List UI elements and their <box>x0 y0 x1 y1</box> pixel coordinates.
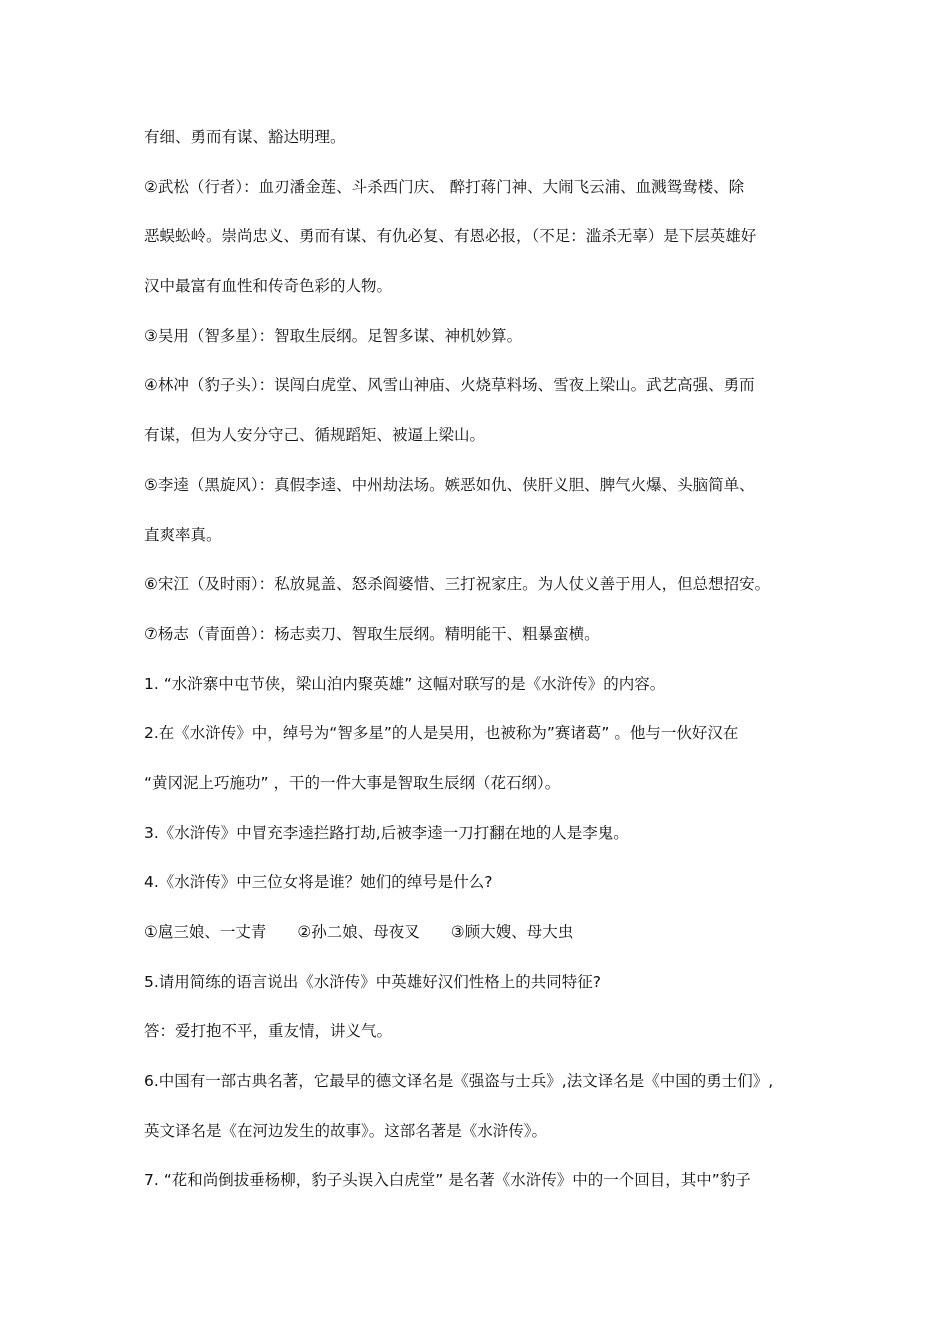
text-line: ④林冲（豹子头）：误闯白虎堂、风雪山神庙、火烧草料场、雪夜上梁山。武艺高强、勇而 <box>144 376 755 395</box>
text-line: 6.中国有一部古典名著，它最早的德文译名是《强盗与士兵》,法文译名是《中国的勇士们》, <box>144 1072 774 1091</box>
text-line: ①扈三娘、一丈青 ②孙二娘、母夜叉 ③顾大嫂、母大虫 <box>144 923 574 941</box>
text-line: 答：爱打抱不平，重友情，讲义气。 <box>144 1022 393 1041</box>
text-line: ⑥宋江（及时雨）：私放晁盖、怒杀阎婆惜、三打祝家庄。为人仗义善于用人，但总想招安。 <box>144 575 771 594</box>
text-line: 有细、勇而有谋、豁达明理。 <box>144 128 346 146</box>
text-line: 恶蜈蚣岭。崇尚忠义、勇而有谋、有仇必复、有恩必报，（不足：滥杀无辜）是下层英雄好 <box>144 227 757 246</box>
text-line: 1. “水浒寨中屯节侠，梁山泊内聚英雄” 这幅对联写的是《水浒传》的内容。 <box>144 674 666 693</box>
text-line: 有谋，但为人安分守己、循规蹈矩、被逼上梁山。 <box>144 426 486 445</box>
text-line: 汉中最富有血性和传奇色彩的人物。 <box>144 277 393 296</box>
text-line: ⑤李逵（黑旋风）：真假李逵、中州劫法场。嫉恶如仇、侠肝义胆、脾气火爆、头脑简单、 <box>144 475 755 494</box>
text-line: ②武松（行者）：血刃潘金莲、斗杀西门庆、 醉打蒋门神、大闹飞云浦、血溅鸳鸯楼、除 <box>144 177 745 196</box>
text-line: 3.《水浒传》中冒充李逵拦路打劫,后被李逵一刀打翻在地的人是李鬼。 <box>144 823 629 842</box>
text-line: 4.《水浒传》中三位女将是谁？她们的绰号是什么? <box>144 873 493 892</box>
text-line: “黄冈泥上巧施功” ，干的一件大事是智取生辰纲（花石纲）。 <box>144 773 561 792</box>
text-line: 2.在《水浒传》中，绰号为“智多星”的人是吴用，也被称为”赛诸葛” 。他与一伙好汉在 <box>144 724 739 743</box>
text-line: 英文译名是《在河边发生的故事》。这部名著是《水浒传》。 <box>144 1121 548 1140</box>
text-line: 5.请用简练的语言说出《水浒传》中英雄好汉们性格上的共同特征? <box>144 972 602 991</box>
text-line: ⑦杨志（青面兽）：杨志卖刀、智取生辰纲。精明能干、粗暴蛮横。 <box>144 624 600 643</box>
document-body <box>144 118 814 1211</box>
text-line: 直爽率真。 <box>144 525 222 544</box>
text-line: ③吴用（智多星）：智取生辰纲。足智多谋、神机妙算。 <box>144 326 523 345</box>
text-line: 7. “花和尚倒拔垂杨柳，豹子头误入白虎堂” 是名著《水浒传》中的一个回目，其中”豹子 <box>144 1171 751 1190</box>
